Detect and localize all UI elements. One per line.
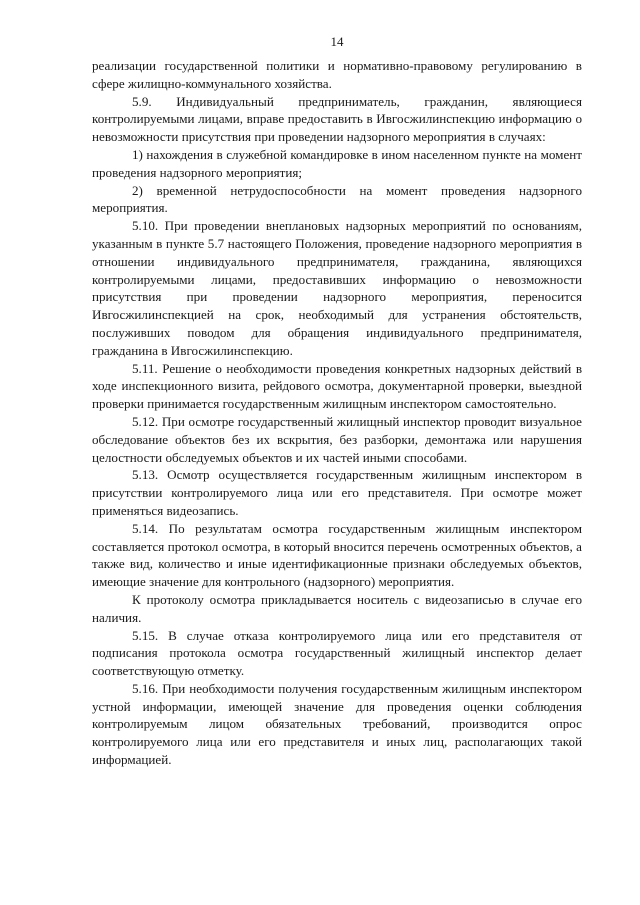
paragraph-5-9: 5.9. Индивидуальный предприниматель, гражданин, являющиеся контролируемыми лицами, вправе предоставить в Ивгосжилинспекцию информацию о невозможности присутствия при проведении надзорного мероприятия в случаях: [92,93,582,145]
paragraph-5-15: 5.15. В случае отказа контролируемого лица или его представителя от подписания протокола осмотра государственный жилищный инспектор делает соответствующую отметку. [92,627,582,679]
paragraph-5-13: 5.13. Осмотр осуществляется государственным жилищным инспектором в присутствии контролируемого лица или его представителя. При осмотре может применяться видеозапись. [92,467,582,518]
paragraph-5-14: 5.14. По результатам осмотра государственным жилищным инспектором составляется протокол осмотра, в который вносится перечень осмотренных объектов, а также вид, количество и иные идентификационные признаки обследуемых объектов, имеющие значение для контрольного (надзорного) мероприятия. [92,520,582,590]
paragraph-5-16: 5.16. При необходимости получения государственным жилищным инспектором устной информации, имеющей значение для проведения оценки соблюдения контролируемым лицом обязательных требований, производится опрос контролируемого лица или его представителя и иных лиц, располагающих такой информацией. [92,680,582,768]
paragraph-5-9-item-1: 1) нахождения в служебной командировке в ином населенном пункте на момент проведения надзорного мероприятия; [92,146,582,180]
page-number: 14 [330,34,344,49]
document-body [92,57,582,769]
paragraph-continuation: реализации государственной политики и нормативно-правовому регулированию в сфере жилищно-коммунального хозяйства. [92,58,582,91]
paragraph-5-9-item-2: 2) временной нетрудоспособности на момент проведения надзорного мероприятия. [92,182,582,216]
paragraph-5-14-attachment: К протоколу осмотра прикладывается носитель с видеозаписью в случае его наличия. [92,591,582,625]
paragraph-5-12: 5.12. При осмотре государственный жилищный инспектор проводит визуальное обследование объектов без их вскрытия, без разборки, демонтажа или нарушения целостности обследуемых объектов и их частей иными способами. [92,413,582,465]
paragraph-5-11: 5.11. Решение о необходимости проведения конкретных надзорных действий в ходе инспекционного визита, рейдового осмотра, документарной проверки, выездной проверки принимается государственным жилищным инспектором самостоятельно. [92,360,582,412]
paragraph-5-10: 5.10. При проведении внеплановых надзорных мероприятий по основаниям, указанным в пункте 5.7 настоящего Положения, проведение надзорного мероприятия в отношении индивидуального предпринимателя, гражданина, являющихся контролируемыми лицами, предоставивших информацию о невозможности присутствия при проведении надзорного мероприятия, переносится Ивгосжилинспекцией на срок, необходимый для устранения обстоятельств, послуживших поводом для обращения индивидуального предпринимателя, гражданина в Ивгосжилинспекцию. [92,218,582,358]
